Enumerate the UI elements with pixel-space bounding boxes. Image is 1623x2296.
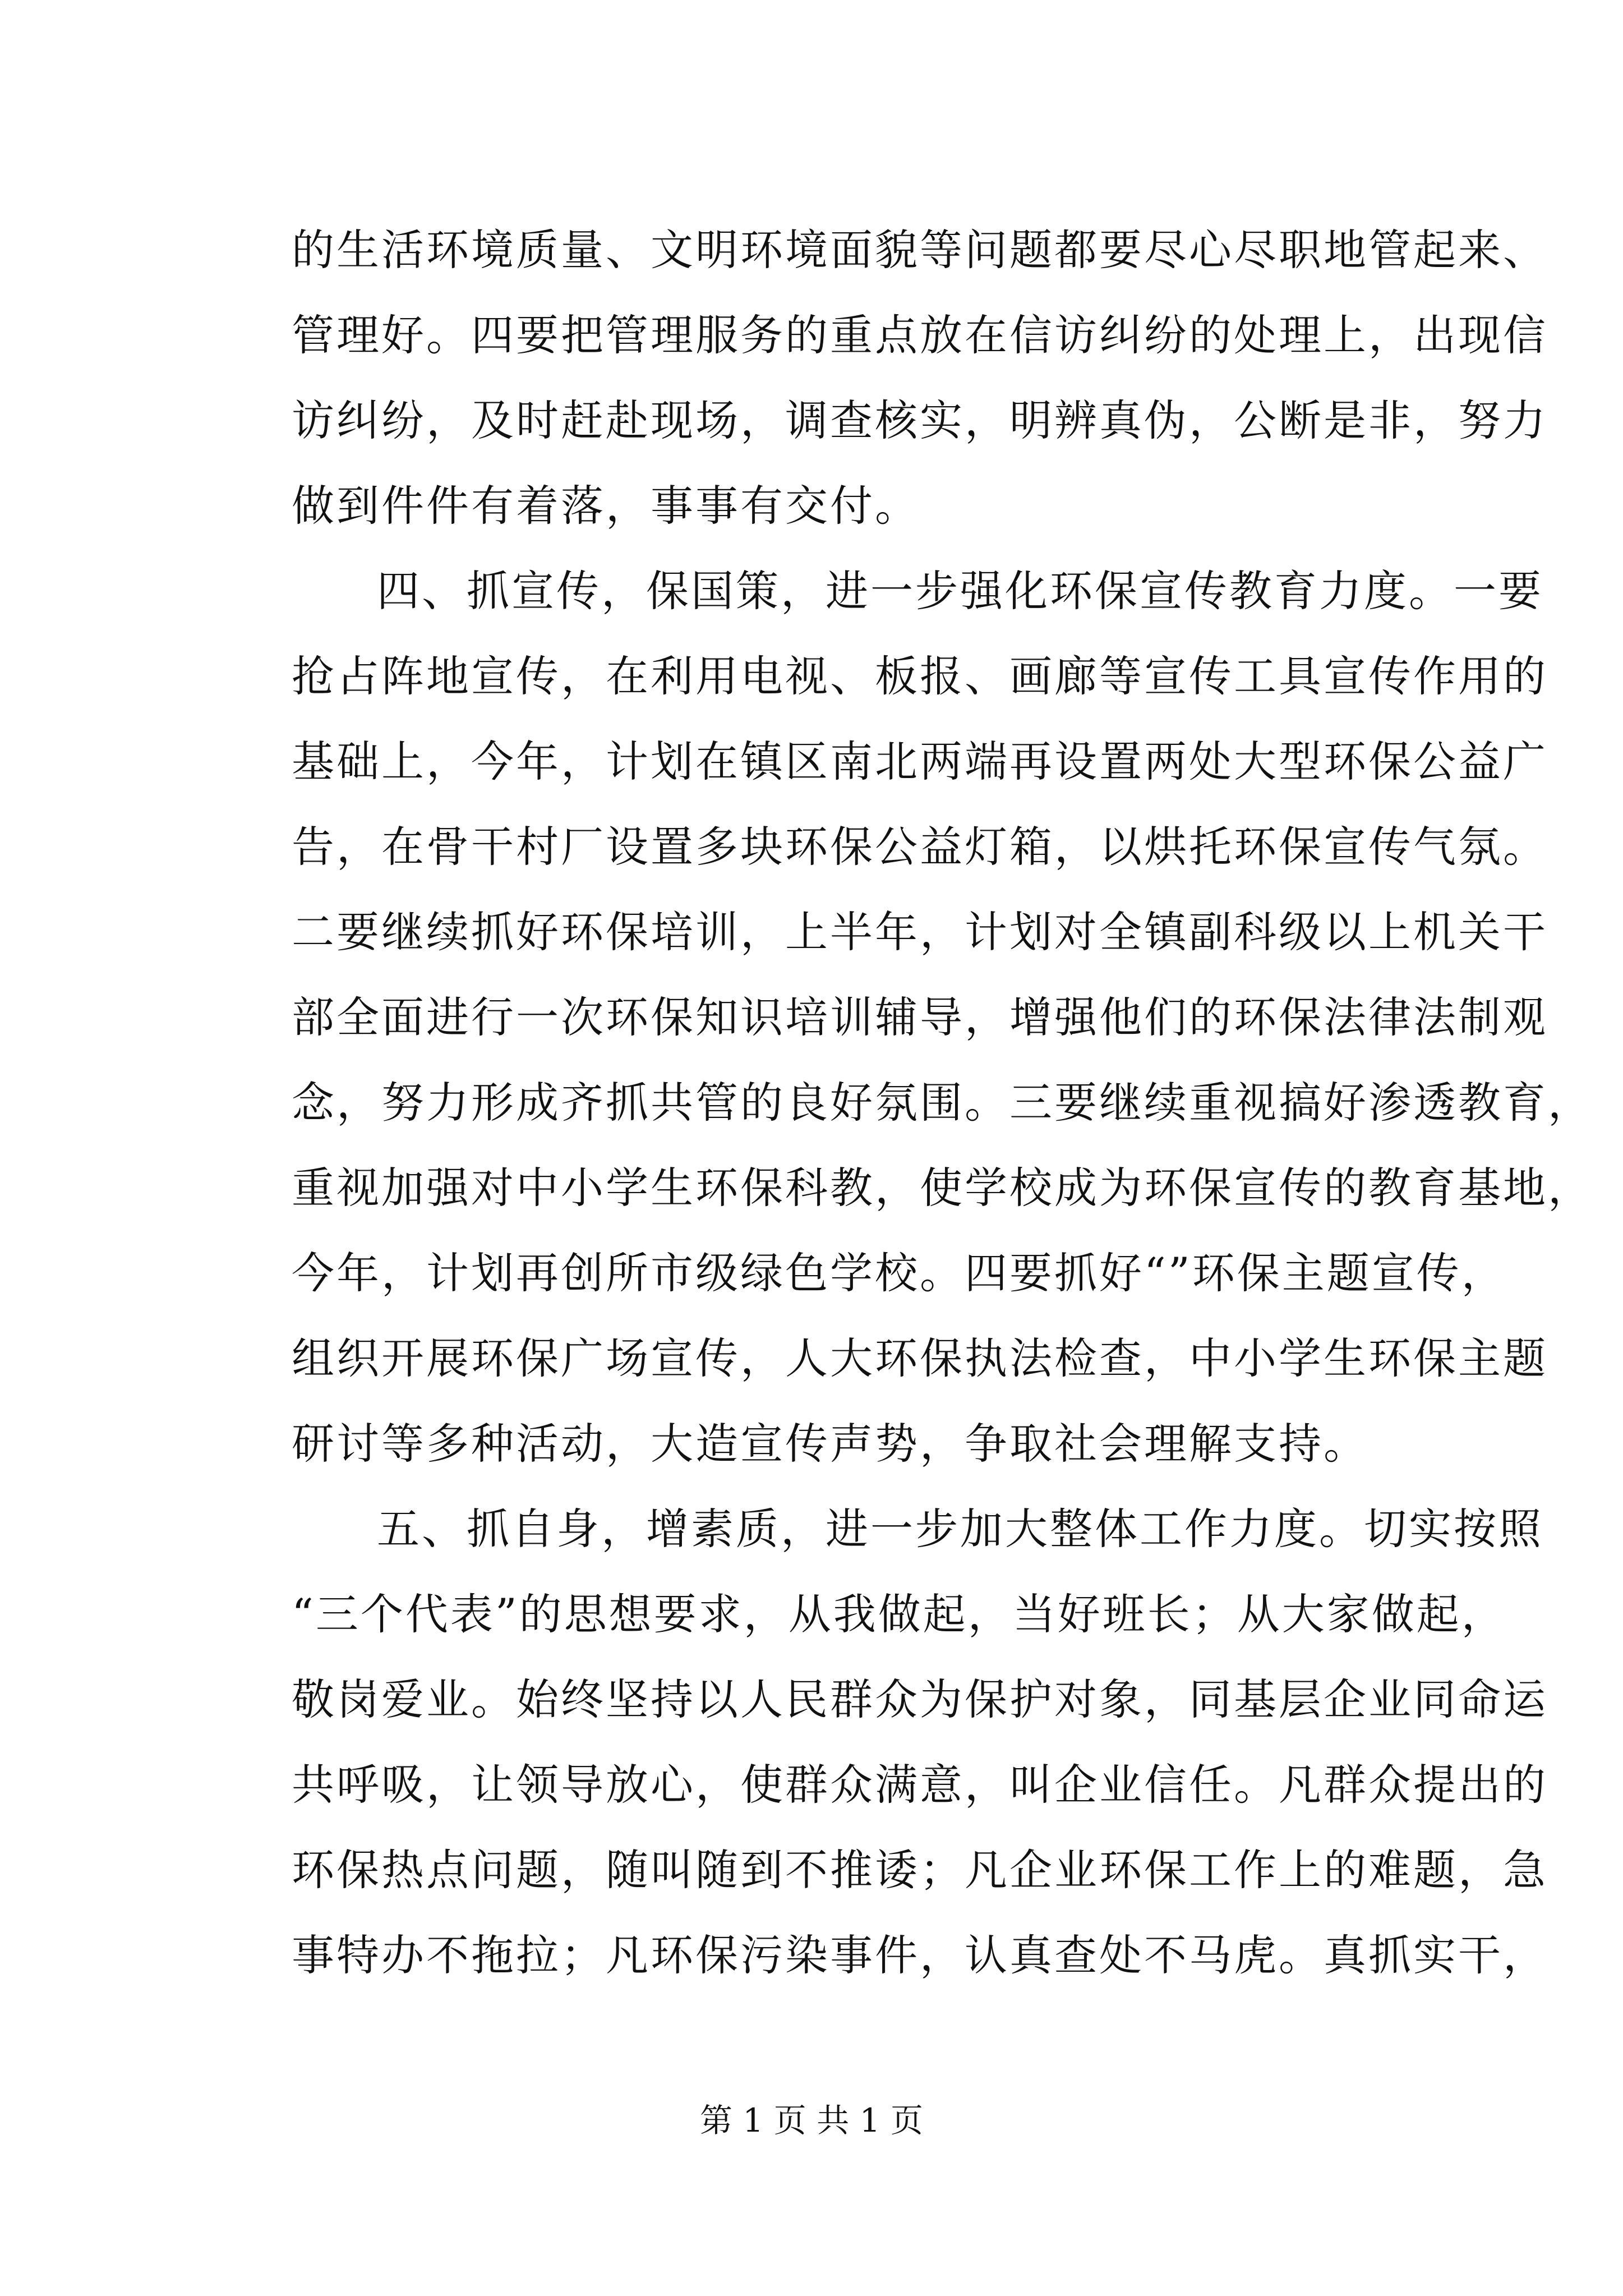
text-line: 抢占阵地宣传，在利用电视、板报、画廊等宣传工具宣传作用的 [292, 651, 1548, 701]
text-line: 做到件件有着落，事事有交付。 [292, 481, 920, 531]
text-line: “三个代表”的思想要求，从我做起，当好班长；从大家做起， [292, 1589, 1506, 1639]
text-line: 部全面进行一次环保知识培训辅导，增强他们的环保法律法制观 [292, 992, 1548, 1042]
page-number-label: 第 1 页 共 1 页 [700, 2101, 923, 2139]
text-line: 组织开展环保广场宣传，人大环保执法检查，中小学生环保主题 [292, 1333, 1548, 1383]
text-line: 共呼吸，让领导放心，使群众满意，叫企业信任。凡群众提出的 [292, 1760, 1548, 1810]
text-line: 二要继续抓好环保培训，上半年，计划对全镇副科级以上机关干 [292, 907, 1548, 957]
text-line: 念，努力形成齐抓共管的良好氛围。三要继续重视搞好渗透教育， [292, 1078, 1593, 1128]
text-line: 今年，计划再创所市级绿色学校。四要抓好“”环保主题宣传， [292, 1248, 1506, 1298]
text-line: 管理好。四要把管理服务的重点放在信访纠纷的处理上，出现信 [292, 310, 1548, 360]
text-line: 研讨等多种活动，大造宣传声势，争取社会理解支持。 [292, 1419, 1368, 1469]
paragraph-start-line: 五、抓自身，增素质，进一步加大整体工作力度。切实按照 [377, 1504, 1543, 1554]
text-line: 环保热点问题，随叫随到不推诿；凡企业环保工作上的难题，急 [292, 1845, 1548, 1895]
text-line: 访纠纷，及时赶赴现场，调查核实，明辨真伪，公断是非，努力 [292, 395, 1548, 445]
paragraph-start-line: 四、抓宣传，保国策，进一步强化环保宣传教育力度。一要 [377, 566, 1543, 616]
text-line: 的生活环境质量、文明环境面貌等问题都要尽心尽职地管起来、 [292, 225, 1548, 275]
document-body [292, 208, 1593, 1998]
text-line: 告，在骨干村厂设置多块环保公益灯箱，以烘托环保宣传气氛。 [292, 822, 1548, 872]
page-footer [0, 2098, 1623, 2143]
text-line: 敬岗爱业。始终坚持以人民群众为保护对象，同基层企业同命运 [292, 1674, 1548, 1724]
text-line: 重视加强对中小学生环保科教，使学校成为环保宣传的教育基地， [292, 1163, 1593, 1213]
text-line: 事特办不拖拉；凡环保污染事件，认真查处不马虎。真抓实干， [292, 1930, 1548, 1980]
text-line: 基础上，今年，计划在镇区南北两端再设置两处大型环保公益广 [292, 737, 1548, 786]
